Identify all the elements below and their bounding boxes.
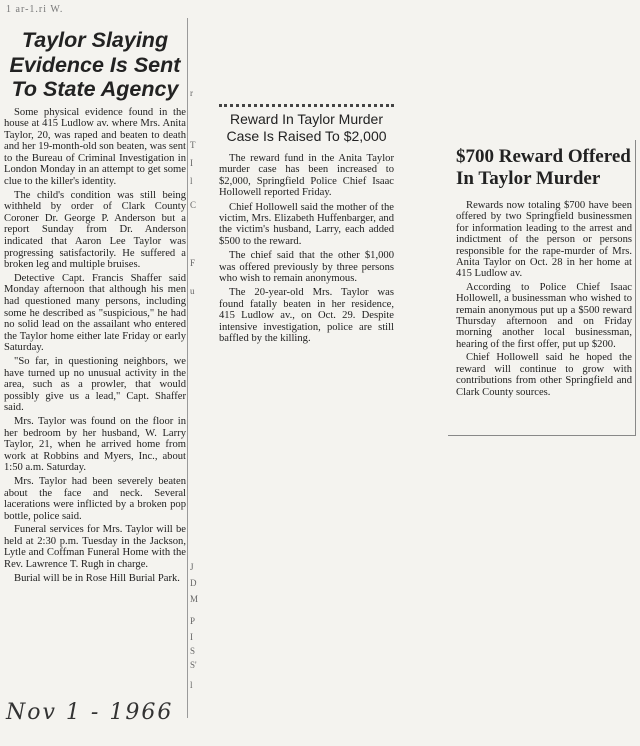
- article-reward-raised: [219, 104, 394, 404]
- edge-mark: I: [190, 158, 193, 168]
- edge-mark: r: [190, 88, 193, 98]
- handwritten-date: Nov 1 - 1966: [6, 700, 174, 725]
- article-paragraph: Chief Hollowell said the mother of the victim, Mrs. Elizabeth Huffenbarger, and the victim's husband, Larry, each added $500 to the reward.: [219, 201, 394, 247]
- edge-mark: S': [190, 660, 197, 670]
- article-paragraph: "So far, in questioning neighbors, we have turned up no unusual activity in the area, such as a prowler, that would possibly give us a lead," Capt. Shaffer said.: [4, 355, 186, 414]
- edge-mark: F: [190, 258, 196, 268]
- edge-mark: D: [190, 578, 197, 588]
- article-paragraph: Mrs. Taylor was found on the floor in her bedroom by her husband, W. Larry Taylor, 21, when he arrived home from work at Robbins and Myers, Inc., about 1:50 a.m. Saturday.: [4, 415, 186, 474]
- article-paragraph: Detective Capt. Francis Shaffer said Monday afternoon that although his men had questioned many persons, including some he described as "suspicious," he had no solid lead on the assailant who entered the Taylor home either late Friday or early Saturday.: [4, 272, 186, 354]
- article-headline: Taylor Slaying Evidence Is Sent To State Agency: [9, 28, 181, 101]
- article-paragraph: According to Police Chief Isaac Hollowell, a businessman who wished to remain anonymous put up a $500 reward Thursday afternoon and on Friday morning another local businessman, hearing of the first offer, put up $200.: [456, 281, 632, 350]
- article-headline: $700 Reward Offered In Taylor Murder: [456, 146, 631, 189]
- article-paragraph: Burial will be in Rose Hill Burial Park.: [14, 572, 180, 584]
- article-paragraph: The chief said that the other $1,000 was offered previously by three persons who wish to remain anonymous.: [219, 250, 394, 285]
- edge-mark: I: [190, 632, 193, 642]
- edge-mark: M: [190, 594, 199, 604]
- edge-mark: P: [190, 616, 196, 626]
- column-rule: [187, 18, 188, 718]
- article-paragraph: Funeral services for Mrs. Taylor will be held at 2:30 p.m. Tuesday in the Jackson, Lytle and Coffman Funeral Home with the Rev. Lawrence T. Rugh in charge.: [4, 524, 186, 571]
- article-taylor-slaying: [4, 22, 186, 722]
- edge-mark: u: [190, 286, 195, 296]
- article-paragraph: Chief Hollowell said he hoped the reward will continue to grow with contributions from other Springfield and Clark County sources.: [456, 352, 632, 398]
- clipping-header-mark: 1 ar-1.ri W.: [6, 4, 64, 15]
- article-paragraph: The child's condition was still being withheld by order of Clark County Coroner Dr. George P. Anderson but a report Sunday from Dr. Anderson indicated that Aaron Lee Taylor was progressing satisfactorily. He suffered a broken leg and multiple bruises.: [4, 189, 186, 271]
- article-body: [219, 153, 394, 345]
- article-paragraph: The 20-year-old Mrs. Taylor was found fatally beaten in her residence, 415 Ludlow av., on Oct. 29. Despite intensive investigation, police are still baffled by the killing.: [219, 287, 394, 345]
- edge-mark: S: [190, 646, 196, 656]
- article-paragraph: Some physical evidence found in the house at 415 Ludlow av. where Mrs. Anita Taylor, 20, was raped and beaten to death and her 19-month-old son beaten, was sent to the Bureau of Criminal Investigation in London Monday in an attempt to get some clue to the killer's identity.: [4, 106, 186, 188]
- dotted-border: [219, 104, 394, 107]
- edge-mark: l: [190, 680, 193, 690]
- edge-mark: l: [190, 176, 193, 186]
- article-paragraph: Rewards now totaling $700 have been offered by two Springfield businessmen for information leading to the arrest and indictment of the person or persons responsible for the rape-murder of Mrs. Anita Taylor on Oct. 28 in her home at 415 Ludlow av.: [456, 200, 632, 280]
- article-paragraph: Mrs. Taylor had been severely beaten about the face and neck. Several lacerations were inflicted by a broken pop bottle, police said.: [4, 475, 186, 522]
- edge-mark: T: [190, 140, 196, 150]
- edge-mark: J: [190, 562, 194, 572]
- article-paragraph: The reward fund in the Anita Taylor murder case has been increased to $2,000, Springfield Police Chief Isaac Hollowell reported Friday.: [219, 153, 394, 199]
- article-body: [4, 107, 186, 585]
- article-700-reward: [450, 142, 636, 442]
- article-body: [450, 200, 636, 398]
- edge-mark: C: [190, 200, 197, 210]
- article-headline: Reward In Taylor Murder Case Is Raised To $2,000: [226, 111, 387, 144]
